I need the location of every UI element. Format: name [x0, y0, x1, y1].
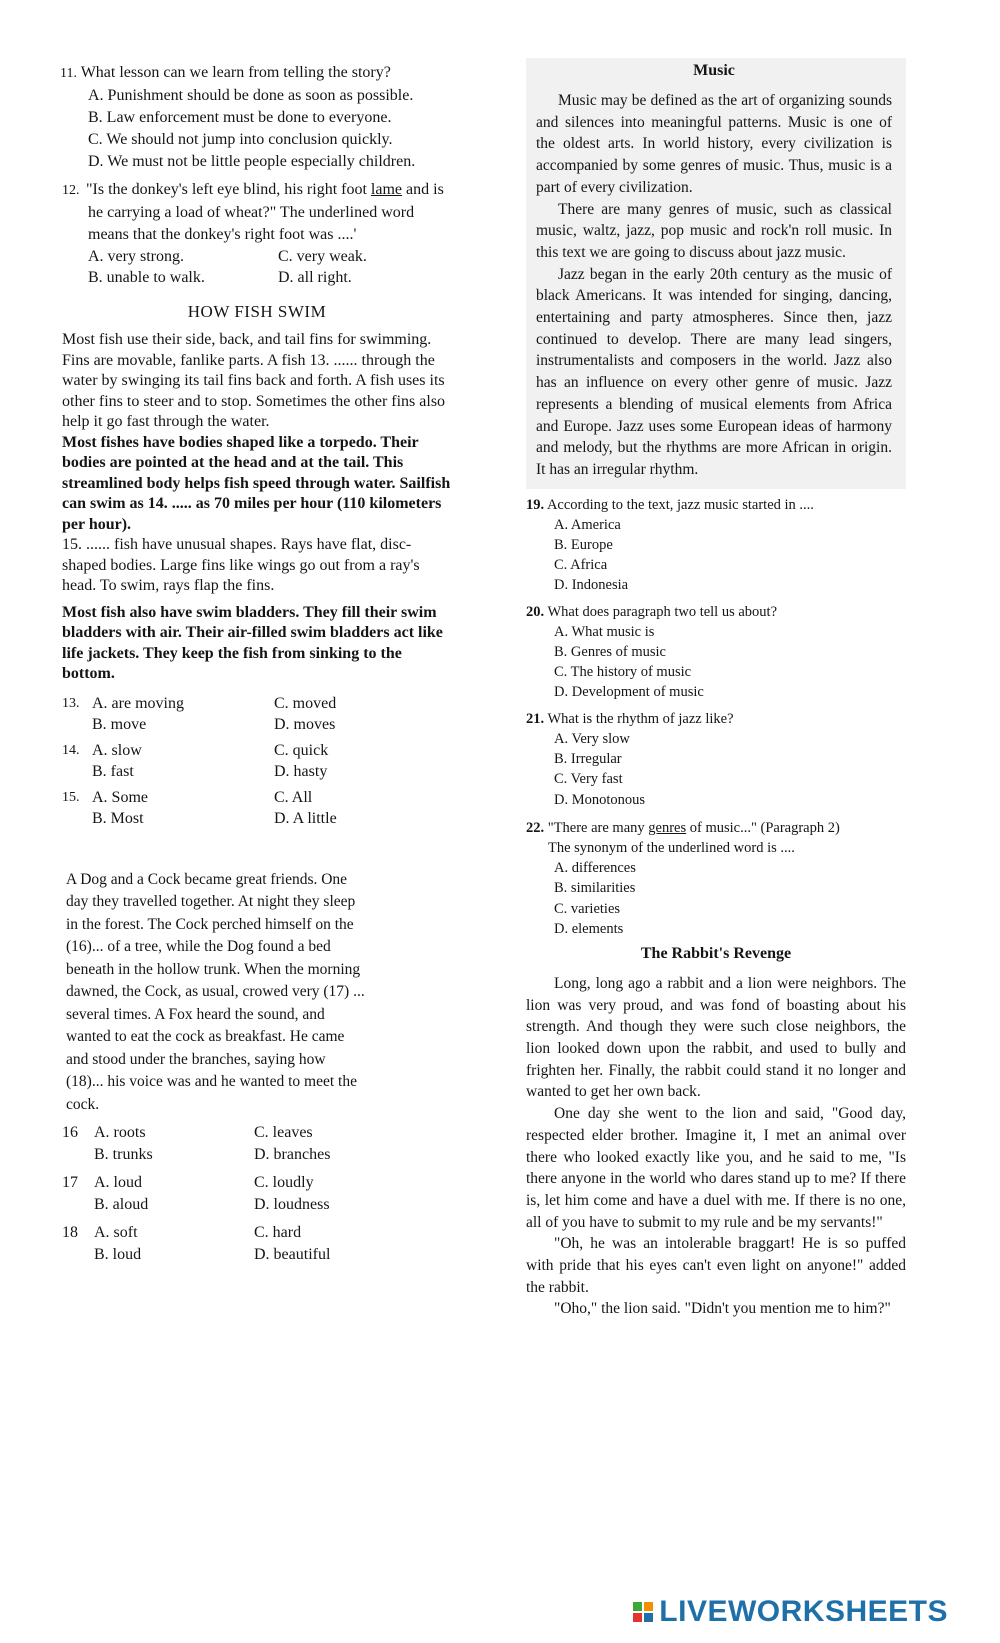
q18-option-d[interactable]: D. beautiful [254, 1246, 331, 1263]
logo-square-red [633, 1613, 642, 1622]
music-paragraph-1: Music may be defined as the art of organizing sounds and silences into meaningful patterns. Music is one of the oldest arts. In world history, every civilization is accompanied by some genres of music. Thus, music is a part of every civilization. [536, 92, 892, 196]
q14-option-a[interactable]: A. slow [92, 741, 142, 759]
q19-option-d[interactable]: D. Indonesia [554, 577, 629, 594]
music-title: Music [693, 62, 735, 79]
q15-option-b[interactable]: B. Most [92, 809, 144, 827]
q21-option-a[interactable]: A. Very slow [554, 730, 630, 747]
logo-text: LIVEWORKSHEETS [659, 1595, 948, 1628]
q22-option-a[interactable]: A. differences [554, 860, 636, 877]
rabbit-paragraph-3: "Oh, he was an intolerable braggart! He is so puffed with pride that his eyes can't even light on anyone!" added the rabbit. [526, 1235, 906, 1296]
q13-option-c[interactable]: C. moved [274, 694, 337, 712]
q16-option-c[interactable]: C. leaves [254, 1124, 313, 1141]
q19-option-c[interactable]: C. Africa [554, 557, 608, 574]
dog-cock-text: A Dog and a Cock became great friends. One day they travelled together. At night they sleep in the forest. The Cock perched himself on the (16)... of a tree, while the Dog found a bed beneath in the hollow trunk. When the morning dawned, the Cock, as usual, crowed very (17) ... several times. A Fox heard the sound, and wanted to eat the cock as breakfast. He came and stood under the branches, saying how (18)... his voice was and he wanted to meet the cock. [66, 870, 365, 1113]
q11-option-b[interactable]: B. Law enforcement must be done to everyone. [88, 109, 392, 126]
q12-option-d[interactable]: D. all right. [278, 269, 352, 286]
q14-option-d[interactable]: D. hasty [274, 762, 328, 780]
q18-number: 18 [62, 1224, 78, 1241]
q16-option-b[interactable]: B. trunks [94, 1146, 153, 1163]
q17-option-a[interactable]: A. loud [94, 1174, 142, 1191]
q13-option-d[interactable]: D. moves [274, 715, 336, 733]
q12-option-c[interactable]: C. very weak. [278, 248, 367, 265]
q11-option-d[interactable]: D. We must not be little people especially children. [88, 153, 416, 170]
rabbit-paragraph-1: Long, long ago a rabbit and a lion were neighbors. The lion was very proud, and was fond of boasting about his strength. And though they were such close neighbors, the lion looked down upon the rabbit, and used to bully and frighten her. Finally, the rabbit could stand it no longer and wanted to get her own back. [526, 974, 906, 1101]
q22-line-2: The synonym of the underlined word is .... [548, 839, 795, 856]
fish-paragraph-1: Most fish use their side, back, and tail fins for swimming. Fins are movable, fanlike parts. A fish 13. ...... through the water by swinging its tail fins back and forth. A fish uses its other fins to steer and to stop. Sometimes the other fins also help it go fast through the water. [62, 331, 446, 430]
q20-option-a[interactable]: A. What music is [554, 623, 655, 640]
question-15 [62, 787, 452, 829]
q20-option-b[interactable]: B. Genres of music [554, 644, 666, 661]
q17-number: 17 [62, 1174, 78, 1191]
rabbit-paragraph-4: "Oho," the lion said. "Didn't you mention me to him?" [554, 1300, 891, 1318]
question-22 [526, 818, 906, 939]
q11-option-c[interactable]: C. We should not jump into conclusion quickly. [88, 131, 393, 148]
q21-number: 21. [526, 710, 545, 727]
fish-paragraph-4: Most fish also have swim bladders. They fill their swim bladders with air. Their air-filled swim bladders act like life jackets. They keep the fish from sinking to the bottom. [62, 603, 443, 682]
question-18 [62, 1222, 452, 1266]
q19-number: 19. [526, 496, 545, 513]
question-13 [62, 693, 452, 735]
q22-text-pre: "There are many [547, 819, 649, 836]
q21-option-d[interactable]: D. Monotonous [554, 791, 646, 808]
music-passage [526, 58, 906, 489]
question-12 [62, 179, 452, 288]
q21-option-c[interactable]: C. Very fast [554, 771, 623, 788]
q19-text: According to the text, jazz music started in .... [546, 496, 814, 513]
q15-option-c[interactable]: C. All [274, 788, 313, 806]
q11-option-a[interactable]: A. Punishment should be done as soon as possible. [88, 87, 414, 104]
logo-grid-icon [633, 1602, 653, 1622]
fish-paragraph-2: Most fishes have bodies shaped like a torpedo. Their bodies are pointed at the head and at the tail. This streamlined body helps fish speed through water. Sailfish can swim as 14. ..... as 70 miles per hour (110 kilometers per hour). [62, 433, 451, 533]
q22-text-post: of music..." (Paragraph 2) [686, 819, 840, 836]
rabbit-passage [526, 945, 906, 1320]
q17-option-c[interactable]: C. loudly [254, 1174, 314, 1191]
q21-option-b[interactable]: B. Irregular [554, 751, 622, 768]
q15-option-d[interactable]: D. A little [274, 809, 337, 827]
q12-option-b[interactable]: B. unable to walk. [88, 269, 205, 286]
q22-option-b[interactable]: B. similarities [554, 880, 636, 897]
question-17 [62, 1172, 452, 1216]
logo-square-orange [644, 1602, 653, 1611]
q16-number: 16 [62, 1124, 78, 1141]
q17-option-b[interactable]: B. aloud [94, 1196, 149, 1213]
q17-option-d[interactable]: D. loudness [254, 1196, 330, 1213]
fish-title: HOW FISH SWIM [187, 302, 327, 321]
q12-option-a[interactable]: A. very strong. [88, 248, 184, 265]
q22-option-c[interactable]: C. varieties [554, 900, 621, 917]
q11-text: What lesson can we learn from telling the story? [80, 64, 391, 81]
question-21 [526, 709, 906, 810]
q13-option-b[interactable]: B. move [92, 715, 147, 733]
q20-text: What does paragraph two tell us about? [547, 603, 778, 620]
logo-square-green [633, 1602, 642, 1611]
question-19 [526, 495, 906, 596]
dog-cock-passage [62, 869, 452, 1117]
q20-number: 20. [526, 603, 545, 620]
music-paragraph-2: There are many genres of music, such as classical music, waltz, jazz, pop music and rock'n roll music. In this text we are going to discuss about jazz music. [536, 200, 892, 261]
q19-option-b[interactable]: B. Europe [554, 537, 613, 554]
q13-number: 13. [62, 695, 80, 711]
q14-option-b[interactable]: B. fast [92, 762, 134, 780]
rabbit-title: The Rabbit's Revenge [640, 944, 792, 962]
q12-number: 12. [62, 183, 80, 198]
q12-text-post: and is he carrying a load of wheat?" The underlined word means that the donkey's right foot was ....' [88, 181, 444, 243]
q18-option-a[interactable]: A. soft [94, 1224, 138, 1241]
q14-number: 14. [62, 742, 80, 758]
q11-number: 11. [60, 66, 77, 81]
q18-option-b[interactable]: B. loud [94, 1246, 142, 1263]
q16-option-a[interactable]: A. roots [94, 1124, 146, 1141]
q16-option-d[interactable]: D. branches [254, 1146, 331, 1163]
right-column [526, 58, 906, 1320]
fish-paragraph-3: 15. ...... fish have unusual shapes. Rays have flat, disc-shaped bodies. Large fins like wings go out from a ray's head. To swim, rays flap the fins. [62, 536, 420, 594]
q22-option-d[interactable]: D. elements [554, 920, 624, 937]
fish-passage [62, 302, 452, 685]
q15-number: 15. [62, 789, 80, 805]
q13-option-a[interactable]: A. are moving [92, 694, 184, 712]
liveworksheets-logo[interactable] [633, 1595, 948, 1629]
q20-option-d[interactable]: D. Development of music [554, 684, 704, 701]
q20-option-c[interactable]: C. The history of music [554, 664, 692, 681]
q22-underlined-word: genres [648, 819, 687, 836]
music-paragraph-3: Jazz began in the early 20th century as the music of black Americans. It was intended for singing, dancing, entertaining and party atmospheres. Since then, jazz continued to develop. There are many lead singers, instrumentalists and composers in the world. Jazz also has an influence on every other genre of music. Jazz represents a blending of musical elements from Africa and Europe. Jazz uses some European ideas of harmony and melody, but the rhythms are more African in origin. It has an irregular rhythm. [536, 265, 892, 478]
rabbit-paragraph-2: One day she went to the lion and said, "Good day, respected elder brother. Imagine it, I met an animal over there who looked exactly like you, and he said to me, "Is there anyone in the world who dares stand up to me? If there is, let him come and have a duel with me. If there is no one, all of you have to submit to my rule and be my servants!" [526, 1105, 906, 1231]
question-20 [526, 602, 906, 703]
q12-text-pre: "Is the donkey's left eye blind, his right foot [86, 181, 371, 198]
question-11 [62, 62, 452, 173]
question-16 [62, 1122, 452, 1166]
q18-option-c[interactable]: C. hard [254, 1224, 302, 1241]
q21-text: What is the rhythm of jazz like? [547, 710, 734, 727]
question-14 [62, 740, 452, 782]
q14-option-c[interactable]: C. quick [274, 741, 329, 759]
q15-option-a[interactable]: A. Some [92, 788, 148, 806]
q22-number: 22. [526, 819, 545, 836]
left-column [62, 62, 452, 1266]
logo-square-blue [644, 1613, 653, 1622]
q12-underlined-word: lame [370, 181, 403, 198]
q19-option-a[interactable]: A. America [554, 516, 621, 533]
